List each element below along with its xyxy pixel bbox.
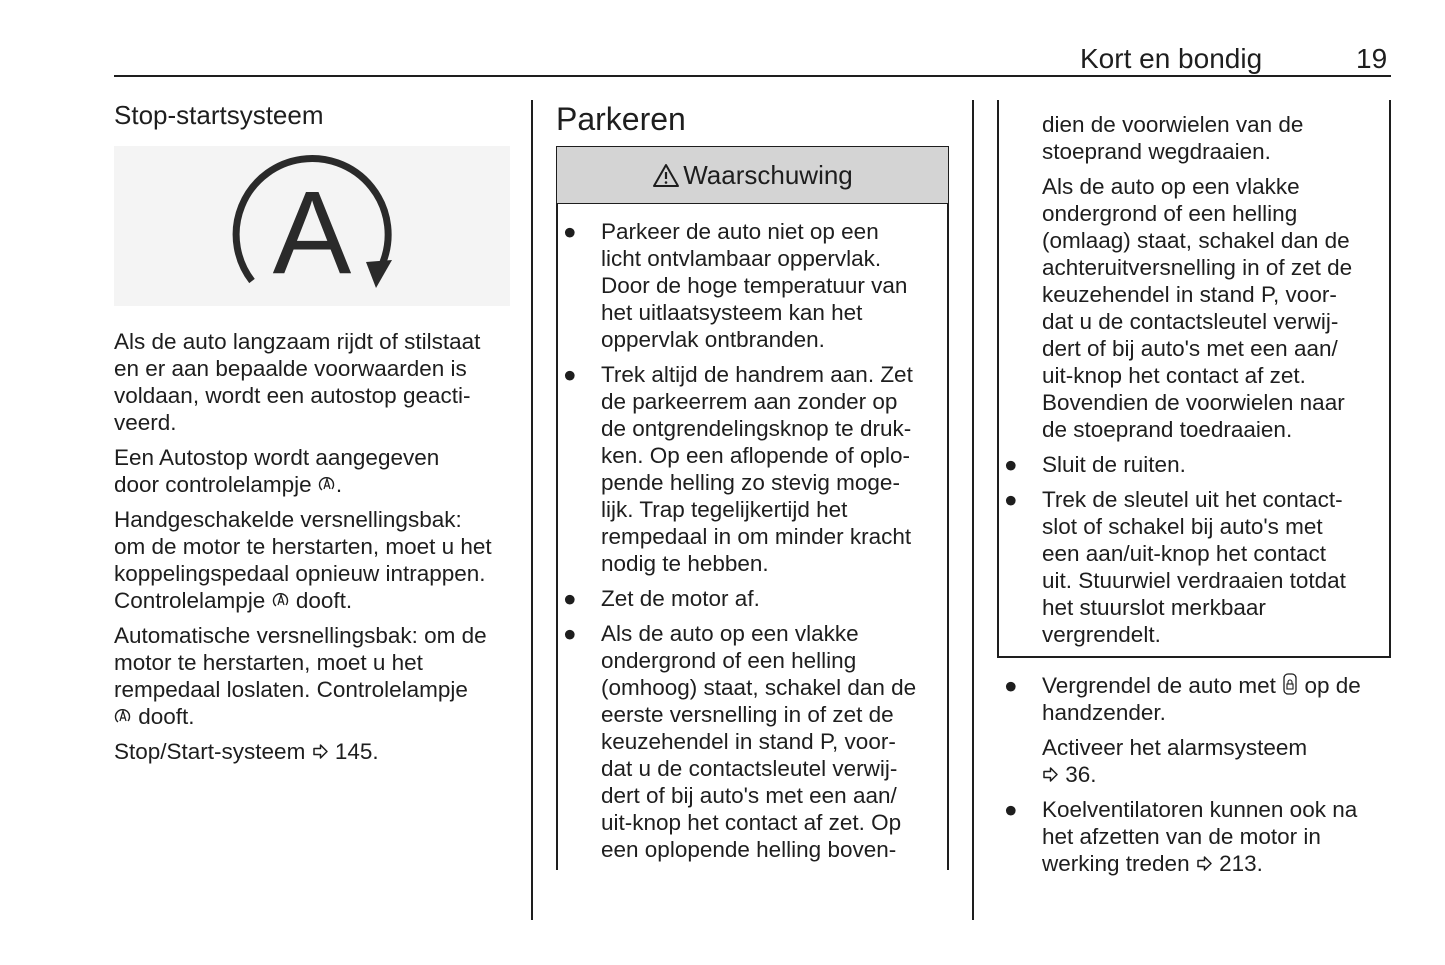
list-item-line: vergrendelt. bbox=[1042, 622, 1161, 647]
list-item-line: Zet de motor af. bbox=[601, 586, 760, 611]
list-item bbox=[998, 672, 1390, 726]
warning-triangle-icon bbox=[652, 163, 680, 188]
warning-label: Waarschuwing bbox=[683, 159, 853, 190]
list-item-line: uit-knop het contact af zet. Op bbox=[601, 810, 902, 835]
page-reference-arrow-icon bbox=[1042, 766, 1059, 783]
autostop-indicator-icon bbox=[272, 590, 290, 610]
left-para-4 bbox=[114, 622, 524, 730]
list-item-line: ken. Op een aflopende of oplo- bbox=[601, 443, 910, 468]
left-para-4-line: motor te herstarten, moet u het bbox=[114, 650, 423, 675]
column-divider-right bbox=[972, 100, 974, 920]
left-para-4-line: rempedaal loslaten. Controlelampje bbox=[114, 677, 468, 702]
autostop-indicator-icon bbox=[114, 706, 132, 726]
bullet-dot: ● bbox=[563, 621, 577, 646]
list-item bbox=[557, 361, 942, 577]
alarm-page: 36. bbox=[1065, 762, 1097, 787]
list-item bbox=[557, 218, 942, 353]
left-para-3-tail: Controlelampje bbox=[114, 588, 266, 613]
list-item-line: lijk. Trap tegelijkertijd het bbox=[601, 497, 848, 522]
bullet-dot: ● bbox=[563, 219, 577, 244]
gear-position: P bbox=[819, 729, 833, 754]
list-item-line: handzender. bbox=[1042, 700, 1166, 725]
list-item bbox=[557, 620, 942, 863]
list-item-line: het stuurslot merkbaar bbox=[1042, 595, 1266, 620]
left-reference bbox=[114, 738, 524, 765]
continuation-box-right-border bbox=[1389, 100, 1391, 658]
left-para-3-line: Handgeschakelde versnellingsbak: bbox=[114, 507, 462, 532]
paragraph-line: dert of bij auto's met een aan/ bbox=[1042, 336, 1338, 361]
left-para-1-line: veerd. bbox=[114, 410, 177, 435]
left-para-3-end: dooft. bbox=[295, 588, 353, 613]
left-para-2-tail: door controlelampje bbox=[114, 472, 312, 497]
list-item-line: het uitlaatsysteem kan het bbox=[601, 300, 863, 325]
left-para-1-line: voldaan, wordt een autostop geacti- bbox=[114, 383, 471, 408]
bullet-dot: ● bbox=[563, 586, 577, 611]
bullet-dot: ● bbox=[563, 362, 577, 387]
list-item-line: nodig te hebben. bbox=[601, 551, 769, 576]
list-item-line: slot of schakel bij auto's met bbox=[1042, 514, 1323, 539]
bullet-dot: ● bbox=[1004, 487, 1018, 512]
list-item-line: Parkeer de auto niet op een bbox=[601, 219, 879, 244]
left-para-1 bbox=[114, 328, 524, 436]
list-item-line: keuzehendel in stand bbox=[601, 729, 814, 754]
continuation-box-bottom-border bbox=[997, 656, 1391, 658]
list-item-line: een oplopende helling boven- bbox=[601, 837, 897, 862]
list-item-line: dat u de contactsleutel verwij- bbox=[601, 756, 898, 781]
left-para-2-line: Een Autostop wordt aangegeven bbox=[114, 445, 440, 470]
list-item-line: Trek altijd de handrem aan. Zet bbox=[601, 362, 913, 387]
list-item-line: eerste versnelling in of zet de bbox=[601, 702, 894, 727]
paragraph-line: dat u de contactsleutel verwij- bbox=[1042, 309, 1339, 334]
autostop-symbol-letter: A bbox=[272, 167, 352, 299]
list-item-line: , voor- bbox=[832, 729, 896, 754]
continuation-block bbox=[998, 111, 1383, 165]
section-title: Kort en bondig bbox=[1080, 43, 1263, 74]
page-number: 19 bbox=[1356, 43, 1388, 74]
alarm-line: Activeer het alarmsysteem bbox=[1042, 735, 1308, 760]
list-item bbox=[998, 796, 1390, 877]
list-item-line: een aan/uit-knop het contact bbox=[1042, 541, 1326, 566]
gear-position: P bbox=[1260, 282, 1274, 307]
list-item-line: de parkeerrem aan zonder op bbox=[601, 389, 898, 414]
list-item-line: rempedaal in om minder kracht bbox=[601, 524, 912, 549]
bullet-dot: ● bbox=[1004, 797, 1018, 822]
list-item bbox=[998, 486, 1383, 648]
list-item-line: de ontgrendelingsknop te druk- bbox=[601, 416, 912, 441]
warning-header bbox=[556, 146, 949, 204]
paragraph-line: achteruitversnelling in of zet de bbox=[1042, 255, 1353, 280]
header-rule bbox=[114, 75, 1391, 77]
autostop-indicator-icon bbox=[318, 474, 336, 494]
list-item-line: Als de auto op een vlakke bbox=[601, 621, 859, 646]
column-divider-left bbox=[531, 100, 533, 920]
list-item bbox=[557, 585, 942, 612]
list-item-line: licht ontvlambaar oppervlak. bbox=[601, 246, 882, 271]
left-heading: Stop-startsysteem bbox=[114, 100, 324, 130]
left-para-3 bbox=[114, 506, 524, 614]
paragraph-line: de stoeprand toedraaien. bbox=[1042, 417, 1293, 442]
list-item-line: (omhoog) staat, schakel dan de bbox=[601, 675, 917, 700]
list-item-page: 213. bbox=[1219, 851, 1263, 876]
continuation-line: stoeprand wegdraaien. bbox=[1042, 139, 1271, 164]
list-item-line: Koelventilatoren kunnen ook na bbox=[1042, 797, 1358, 822]
middle-heading: Parkeren bbox=[556, 101, 686, 137]
list-item-line: werking treden bbox=[1042, 851, 1190, 876]
list-item-line: uit. Stuurwiel verdraaien totdat bbox=[1042, 568, 1346, 593]
left-para-3-line: koppelingspedaal opnieuw intrappen. bbox=[114, 561, 486, 586]
paragraph-line: keuzehendel in stand bbox=[1042, 282, 1255, 307]
left-para-1-line: Als de auto langzaam rijdt of stilstaat bbox=[114, 329, 481, 354]
left-para-3-line: om de motor te herstarten, moet u het bbox=[114, 534, 492, 559]
right-bullets bbox=[998, 672, 1390, 877]
bullet-dot: ● bbox=[1004, 452, 1018, 477]
bullet-dot: ● bbox=[1004, 673, 1018, 698]
left-text bbox=[114, 328, 524, 765]
autostop-image bbox=[114, 146, 510, 306]
left-para-4-line: Automatische versnellingsbak: om de bbox=[114, 623, 487, 648]
paragraph-line: ondergrond of een helling bbox=[1042, 201, 1298, 226]
left-para-2-end: . bbox=[335, 472, 343, 497]
list-item-line: het afzetten van de motor in bbox=[1042, 824, 1321, 849]
paragraph-line: (omlaag) staat, schakel dan de bbox=[1042, 228, 1350, 253]
list-item-line: Vergrendel de auto met bbox=[1042, 673, 1276, 698]
alarm-reference bbox=[998, 734, 1390, 788]
reference-text: Stop/Start-systeem bbox=[114, 739, 306, 764]
list-item-line: ondergrond of een helling bbox=[601, 648, 857, 673]
list-item-line: oppervlak ontbranden. bbox=[601, 327, 825, 352]
reference-page: 145. bbox=[334, 739, 379, 764]
list-item-line: pende helling zo stevig moge- bbox=[601, 470, 900, 495]
list-item-line: Sluit de ruiten. bbox=[1042, 452, 1186, 477]
autostop-symbol-icon bbox=[114, 146, 510, 306]
list-item-line: Trek de sleutel uit het contact- bbox=[1042, 487, 1343, 512]
warning-box-right-border bbox=[947, 204, 949, 870]
downhill-paragraph bbox=[998, 173, 1383, 443]
paragraph-line: uit-knop het contact af zet. bbox=[1042, 363, 1306, 388]
continuation-text bbox=[998, 111, 1383, 648]
warning-bullets bbox=[557, 218, 942, 863]
list-item-line: dert of bij auto's met een aan/ bbox=[601, 783, 897, 808]
page-reference-arrow-icon bbox=[312, 743, 329, 760]
list-item bbox=[998, 451, 1383, 478]
paragraph-line: Bovendien de voorwielen naar bbox=[1042, 390, 1345, 415]
left-para-1-line: en er aan bepaalde voorwaarden is bbox=[114, 356, 467, 381]
left-para-2 bbox=[114, 444, 524, 498]
continuation-line: dien de voorwielen van de bbox=[1042, 112, 1304, 137]
list-item-line: Door de hoge temperatuur van bbox=[601, 273, 908, 298]
paragraph-line: Als de auto op een vlakke bbox=[1042, 174, 1300, 199]
page-reference-arrow-icon bbox=[1196, 855, 1213, 872]
paragraph-line: , voor- bbox=[1273, 282, 1337, 307]
list-item-line: op de bbox=[1304, 673, 1361, 698]
left-para-4-end: dooft. bbox=[138, 704, 195, 729]
lock-icon bbox=[1282, 673, 1298, 695]
